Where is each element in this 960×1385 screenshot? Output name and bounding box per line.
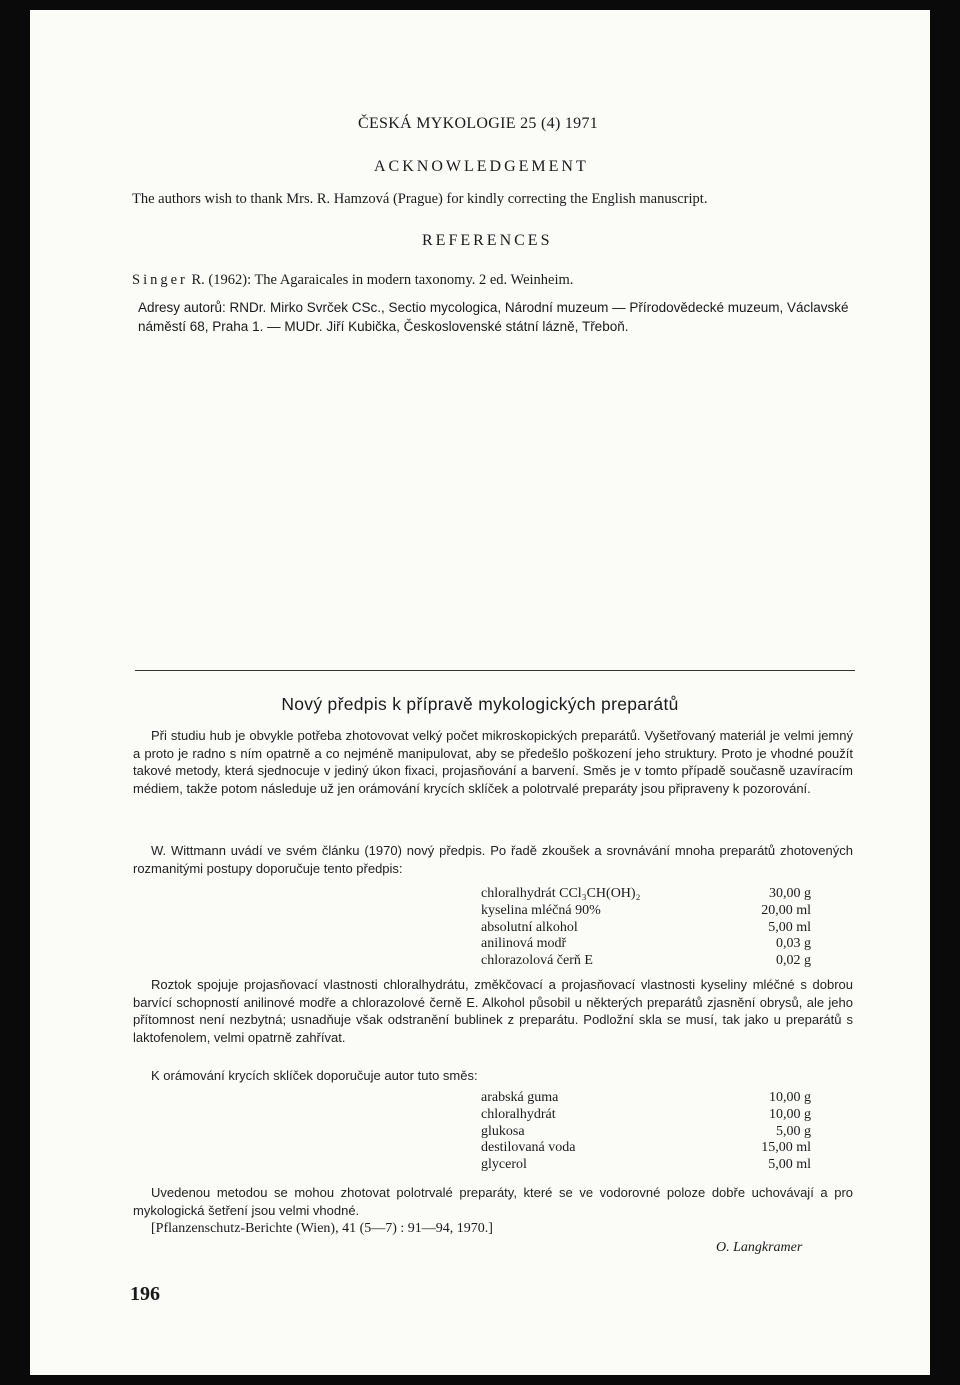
acknowledgement-text: The authors wish to thank Mrs. R. Hamzová (Prague) for kindly correcting the English manuscript. [132, 191, 708, 207]
source-citation: [Pflanzenschutz-Berichte (Wien), 41 (5—7) : 91—94, 1970.] [151, 1221, 493, 1236]
reference-item [132, 272, 573, 289]
ingredient-amount: 5,00 ml [768, 1157, 811, 1173]
section-divider [135, 670, 855, 671]
journal-header: ČESKÁ MYKOLOGIE 25 (4) 1971 [358, 115, 599, 132]
article-paragraph-5: Uvedenou metodou se mohou zhotovat polotrvalé preparáty, které se ve vodorovné poloze dobře uchovávají a pro mykologická šetření jsou velmi vhodné. [133, 1185, 853, 1218]
ingredient-name: arabská guma [481, 1090, 559, 1105]
ingredient-name: absolutní alkohol [481, 919, 578, 935]
recipe-table-2 [481, 1090, 811, 1174]
ingredient-name: anilinová modř [481, 936, 567, 952]
ingredient-amount: 5,00 ml [768, 919, 811, 935]
recipe-row [481, 903, 811, 920]
recipe-row [481, 953, 811, 970]
ingredient-amount: 0,02 g [776, 953, 811, 969]
ingredient-amount: 10,00 g [769, 1106, 811, 1122]
recipe-table-1 [481, 886, 811, 970]
ingredient-name: kyselina mléčná 90% [481, 902, 601, 918]
recipe-row [481, 886, 811, 903]
author-addresses: Adresy autorů: RNDr. Mirko Svrček CSc., Sectio mycologica, Národní muzeum — Přírodovědecké muzeum, Václavské náměstí 68, Praha 1. — MUDr. Jiří Kubička, Československé státní lázně, Třeboň. [138, 300, 849, 334]
page-number: 196 [130, 1283, 160, 1305]
ingredient-amount: 20,00 ml [761, 902, 811, 918]
article-paragraph-2: W. Wittmann uvádí ve svém článku (1970) nový předpis. Po řadě zkoušek a srovnávání mnoha preparátů zhotovených rozmanitými postupy doporučuje tento předpis: [133, 843, 853, 876]
article-paragraph-4: K orámování krycích sklíček doporučuje autor tuto směs: [151, 1068, 478, 1083]
article-paragraph-1: Při studiu hub je obvykle potřeba zhotovovat velký počet mikroskopických preparátů. Vyšetřovaný materiál je velmi jemný a proto je radno s ním opatrně a co nejméně manipulovat, aby se předešlo poškození jeho struktury. Proto je vhodné použít takové metody, která sjednocuje v jediný úkon fixaci, projasňování a barvení. Směs je v tomto případě současně uzavíracím médiem, takže potom následuje už jen orámování krycích sklíček a polotrvalé preparáty jsou připraveny k pozorování. [133, 728, 853, 796]
acknowledgement-heading: ACKNOWLEDGEMENT [374, 158, 589, 175]
ingredient-name: chloralhydrát CCl₃CH(OH)₂ [481, 886, 641, 901]
recipe-row [481, 1124, 811, 1141]
article-title: Nový předpis k přípravě mykologických preparátů [281, 694, 679, 714]
recipe-row [481, 936, 811, 953]
ingredient-name: glukosa [481, 1123, 525, 1139]
reference-author: Singer [132, 272, 188, 288]
author-signature: O. Langkramer [716, 1240, 803, 1255]
ingredient-name: chlorazolová čerň E [481, 953, 593, 969]
recipe-row [481, 920, 811, 937]
ingredient-amount: 0,03 g [776, 936, 811, 952]
recipe-row [481, 1140, 811, 1157]
ingredient-amount: 30,00 g [769, 886, 811, 901]
references-heading: REFERENCES [422, 232, 553, 249]
page [30, 10, 930, 1375]
ingredient-amount: 15,00 ml [761, 1140, 811, 1156]
recipe-row [481, 1090, 811, 1107]
reference-details: R. (1962): The Agaraicales in modern taxonomy. 2 ed. Weinheim. [187, 272, 574, 288]
ingredient-name: glycerol [481, 1157, 527, 1173]
ingredient-name: destilovaná voda [481, 1140, 576, 1156]
ingredient-amount: 5,00 g [776, 1123, 811, 1139]
article-paragraph-3: Roztok spojuje projasňovací vlastnosti chloralhydrátu, změkčovací a projasňovací vlastnosti kyseliny mléčné s dobrou barvící schopností anilinové modře a chlorazolové černě E. Alkohol působil u některých preparátů zjasnění obrysů, ale jeho přítomnost není nezbytná; usnadňuje však odstranění bublinek z preparátu. Podložní skla se musí, tak jako u preparátů s laktofenolem, velmi opatrně zahřívat. [133, 977, 853, 1045]
recipe-row [481, 1107, 811, 1124]
ingredient-amount: 10,00 g [769, 1090, 811, 1105]
recipe-row [481, 1157, 811, 1174]
ingredient-name: chloralhydrát [481, 1106, 556, 1122]
